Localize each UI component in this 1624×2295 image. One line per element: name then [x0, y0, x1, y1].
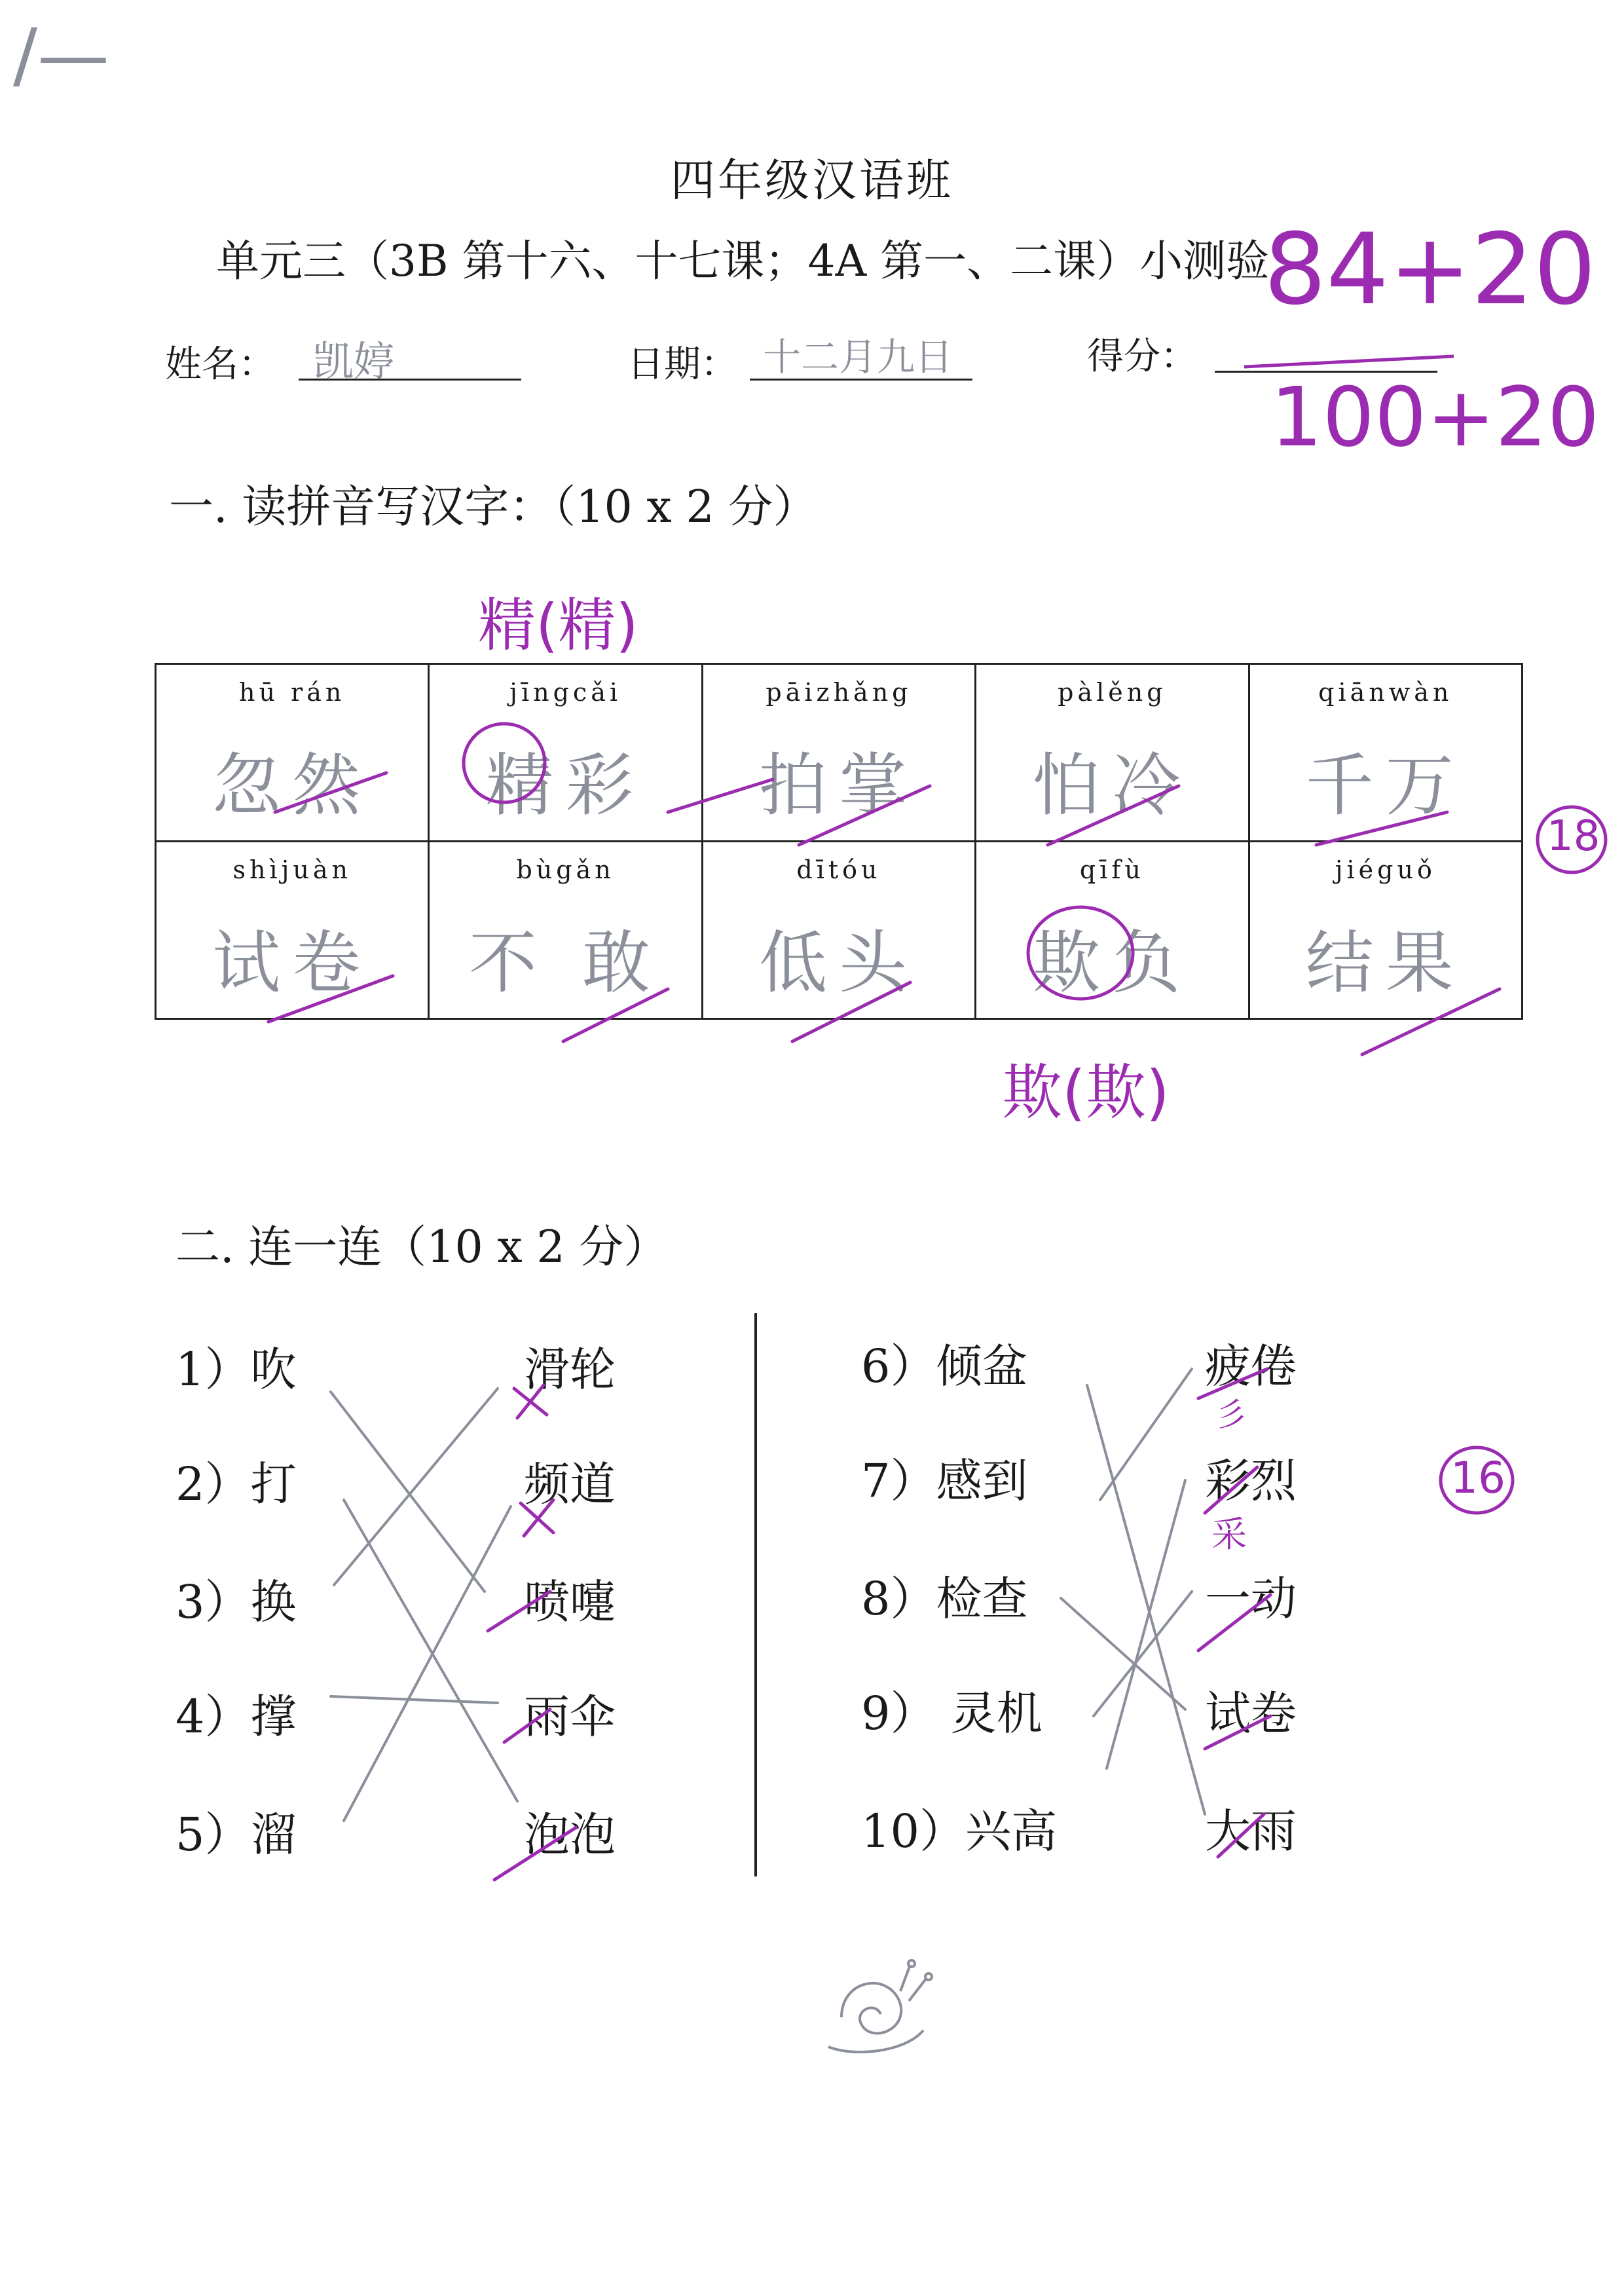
- match-word-3[interactable]: 喷嚏: [524, 1575, 616, 1629]
- pinyin-text: shìjuàn: [232, 855, 352, 884]
- error-cross: [514, 1385, 547, 1418]
- answer-text: 拍掌: [758, 745, 919, 825]
- match-item-8[interactable]: 8）检查: [861, 1572, 1028, 1626]
- answer-text: 忽然: [212, 745, 373, 825]
- pinyin-text: hū rán: [239, 678, 346, 707]
- section2-score: 16: [1450, 1453, 1505, 1503]
- check-mark: [488, 1592, 550, 1631]
- check-mark: [1198, 1595, 1270, 1651]
- date-value: 十二月九日: [763, 335, 953, 379]
- pencil-line: [1087, 1385, 1205, 1814]
- correction-cai-1: 彡: [1215, 1396, 1247, 1434]
- answer-text: 结果: [1305, 923, 1466, 1003]
- check-mark: [1218, 1814, 1264, 1857]
- answer-text: 不 敢: [469, 923, 663, 1003]
- pinyin-text: pàlěng: [1058, 678, 1167, 707]
- check-mark: [494, 1827, 576, 1880]
- check-mark: [1205, 1467, 1257, 1513]
- match-item-3[interactable]: 3）换: [175, 1575, 297, 1629]
- match-word-7[interactable]: 彩烈: [1205, 1454, 1297, 1508]
- pencil-line: [1107, 1480, 1185, 1768]
- answer-text: 千万: [1305, 745, 1466, 825]
- pinyin-text: jiéguǒ: [1335, 855, 1436, 884]
- name-value: 凯婷: [313, 337, 395, 385]
- worksheet-subtitle: 单元三（3B 第十六、十七课；4A 第一、二课）小测验: [216, 236, 1270, 286]
- correction-qi: 欺(欺): [1002, 1058, 1170, 1128]
- section1-heading: 一. 读拼音写汉字：（10 x 2 分）: [169, 481, 818, 533]
- pencil-line: [1094, 1592, 1192, 1716]
- pencil-line: [1061, 1598, 1185, 1709]
- pinyin-text: jīngcǎi: [509, 678, 621, 707]
- pinyin-text: dītóu: [796, 855, 881, 884]
- check-mark: [1205, 1716, 1270, 1749]
- match-word-6[interactable]: 疲倦: [1205, 1339, 1297, 1393]
- score-total: 100+20: [1270, 370, 1600, 465]
- answer-text: 低头: [758, 923, 919, 1003]
- section2-heading: 二. 连一连（10 x 2 分）: [175, 1222, 669, 1273]
- answer-text: 怕冷: [1032, 745, 1192, 825]
- correction-cai-2: 采: [1211, 1514, 1247, 1555]
- match-word-5[interactable]: 泡泡: [524, 1808, 616, 1861]
- match-word-10[interactable]: 大雨: [1205, 1804, 1297, 1858]
- date-label: 日期：: [627, 343, 737, 386]
- score-earned: 84+20: [1264, 213, 1596, 327]
- match-item-9[interactable]: 9） 灵机: [861, 1687, 1043, 1740]
- corner-pencil-mark: /—: [13, 13, 110, 97]
- snail-doodle-icon: [812, 1939, 943, 2070]
- check-mark: [1198, 1369, 1267, 1398]
- pinyin-text: qiānwàn: [1318, 678, 1453, 707]
- pinyin-text: pāizhǎng: [766, 678, 912, 707]
- section1-score: 18: [1547, 812, 1600, 861]
- check-mark: [504, 1709, 550, 1742]
- match-item-1[interactable]: 1）吹: [175, 1343, 297, 1396]
- match-word-1[interactable]: 滑轮: [524, 1343, 616, 1396]
- answer-text: 欺负: [1032, 923, 1192, 1003]
- answer-text: 试卷: [212, 923, 373, 1003]
- match-item-4[interactable]: 4）撑: [175, 1690, 297, 1744]
- score-label: 得分：: [1087, 335, 1197, 378]
- answer-text: 精彩: [485, 745, 646, 825]
- pencil-line: [334, 1389, 498, 1585]
- match-item-2[interactable]: 2）打: [175, 1457, 297, 1511]
- match-item-5[interactable]: 5）溜: [175, 1808, 297, 1861]
- match-word-8[interactable]: 一动: [1205, 1572, 1297, 1626]
- match-item-6[interactable]: 6）倾盆: [861, 1339, 1028, 1393]
- pinyin-text: qīfù: [1079, 855, 1145, 884]
- match-word-2[interactable]: 频道: [524, 1457, 616, 1511]
- match-item-7[interactable]: 7）感到: [861, 1454, 1028, 1508]
- name-label: 姓名：: [165, 343, 275, 386]
- match-item-10[interactable]: 10）兴高: [861, 1804, 1058, 1858]
- pencil-line: [344, 1506, 511, 1821]
- worksheet-title: 四年级汉语班: [670, 155, 953, 207]
- correction-jing: 精(精): [478, 591, 638, 659]
- pencil-line: [1100, 1369, 1192, 1500]
- match-word-9[interactable]: 试卷: [1205, 1687, 1297, 1740]
- pinyin-text: bùgǎn: [516, 855, 615, 884]
- match-word-4[interactable]: 雨伞: [524, 1690, 616, 1744]
- pencil-line: [331, 1696, 498, 1703]
- error-cross: [521, 1500, 553, 1536]
